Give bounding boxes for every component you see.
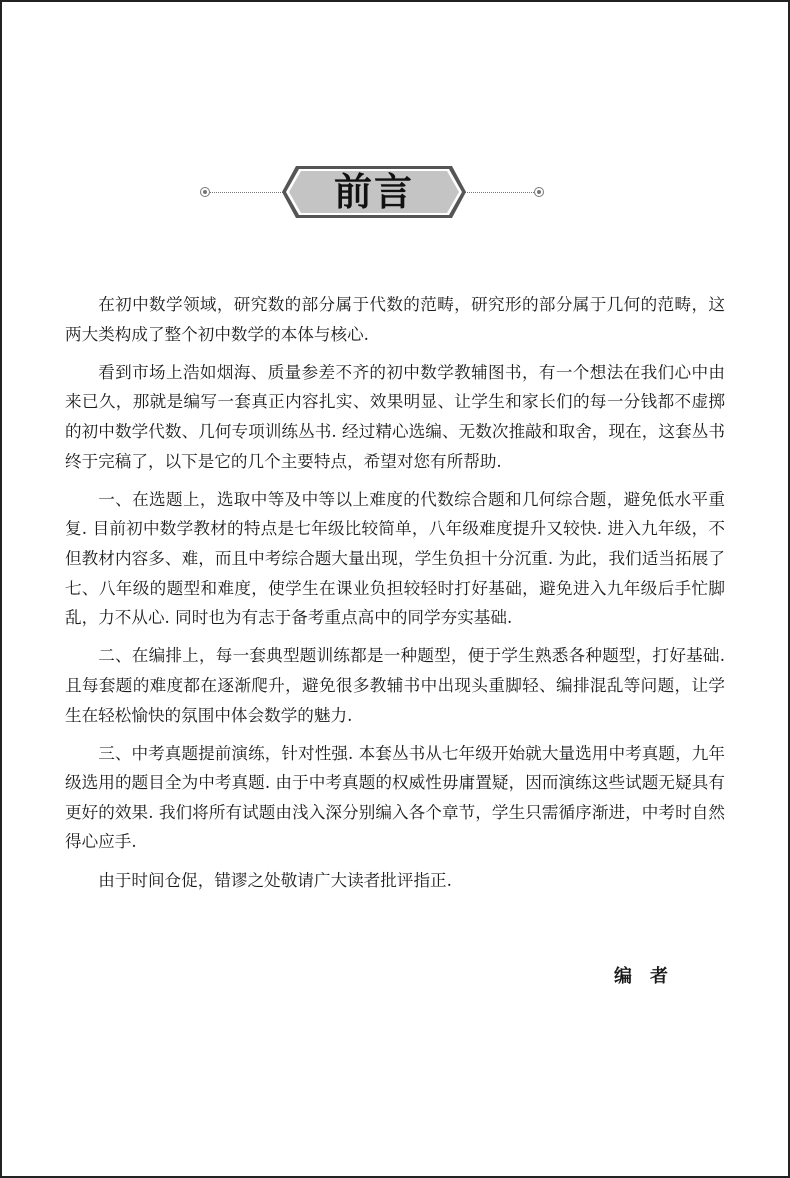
ornament-dot-left-icon <box>200 187 210 197</box>
ornament-line-left <box>207 192 287 193</box>
paragraph: 一、在选题上，选取中等及中等以上难度的代数综合题和几何综合题，避免低水平重复. 目前初中数学教材的特点是七年级比较简单，八年级难度提升又较快. 进入九年级，不但教材内容多、难，而且中考综合题大量出现，学生负担十分沉重. 为此，我们适当拓展了七、八年级的题型和难度，使学生在课业负担较轻时打好基础，避免进入九年级后手忙脚乱，力不从心. 同时也为有志于备考重点高中的同学夯实基础. <box>65 489 725 628</box>
paragraph: 由于时间仓促，错谬之处敬请广大读者批评指正. <box>98 870 452 890</box>
title-ornament <box>2 152 788 236</box>
paragraph: 看到市场上浩如烟海、质量参差不齐的初中数学教辅图书，有一个想法在我们心中由来已久，那就是编写一套真正内容扎实、效果明显、让学生和家长们的每一分钱都不虚掷的初中数学代数、几何专项训练丛书. 经过精心选编、无数次推敲和取舍，现在，这套丛书终于完稿了，以下是它的几个主要特点，希望对您有所帮助. <box>65 362 725 471</box>
page-title: 前言 <box>333 170 414 214</box>
paragraph: 在初中数学领域，研究数的部分属于代数的范畴，研究形的部分属于几何的范畴，这两大类构成了整个初中数学的本体与核心. <box>65 295 725 344</box>
ornament-dot-right-icon <box>534 187 544 197</box>
ornament-line-right <box>462 192 540 193</box>
title-banner <box>282 160 466 224</box>
paragraph: 二、在编排上，每一套典型题训练都是一种题型，便于学生熟悉各种题型，打好基础. 且每套题的难度都在逐渐爬升，避免很多教辅书中出现头重脚轻、编排混乱等问题，让学生在轻松愉快的氛围中体会数学的魅力. <box>65 646 725 725</box>
signature: 编者 <box>614 966 686 987</box>
preface-body <box>65 290 725 904</box>
paragraph: 三、中考真题提前演练，针对性强. 本套丛书从七年级开始就大量选用中考真题，九年级选用的题目全为中考真题. 由于中考真题的权威性毋庸置疑，因而演练这些试题无疑具有更好的效果. 我们将所有试题由浅入深分别编入各个章节，学生只需循序渐进，中考时自然得心应手. <box>65 743 725 852</box>
